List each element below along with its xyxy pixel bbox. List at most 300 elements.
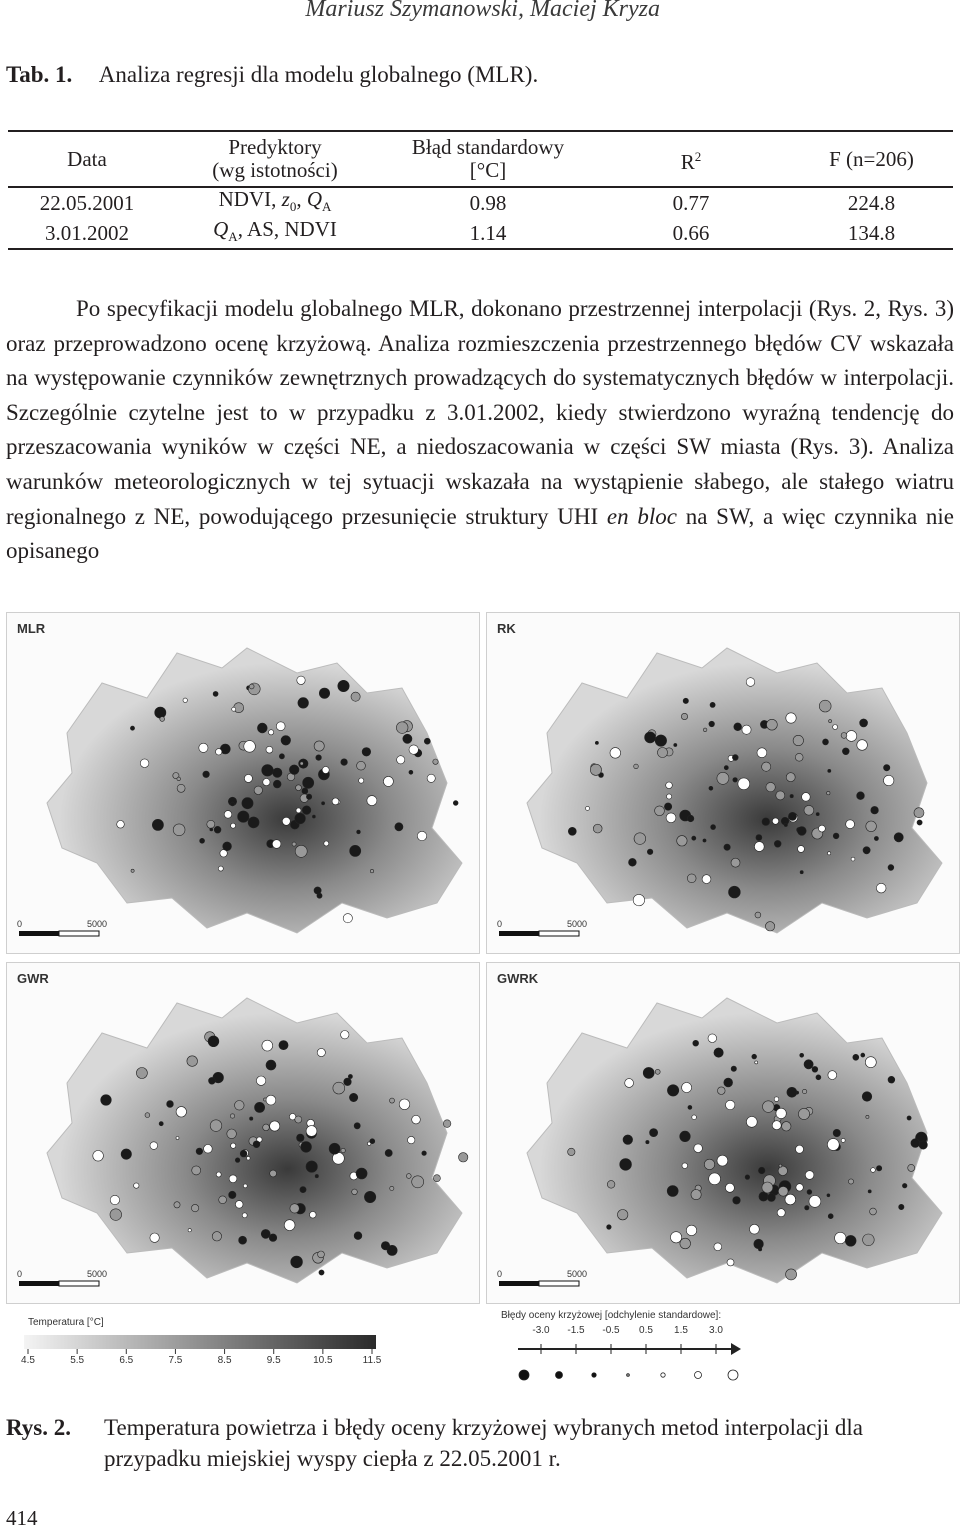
cv-error-point <box>395 823 403 831</box>
cv-error-point <box>798 846 805 853</box>
cv-error-point <box>232 707 236 711</box>
cv-error-point <box>902 1183 907 1188</box>
cv-error-point <box>816 813 819 816</box>
pred-part: NDVI, <box>218 187 282 211</box>
cv-error-point <box>833 833 839 839</box>
cv-error-point <box>242 798 253 809</box>
cv-error-point <box>767 1194 775 1202</box>
cv-error-point <box>731 858 740 867</box>
cv-error-point <box>341 1148 345 1152</box>
cv-error-point <box>762 818 770 826</box>
temp-tick-label: 10.5 <box>313 1355 333 1366</box>
cv-error-point <box>159 1122 163 1126</box>
cv-error-point <box>833 725 838 730</box>
cv-error-point <box>210 1120 222 1132</box>
cv-error-point <box>253 1141 260 1148</box>
pred-var-sub: 0 <box>289 199 297 215</box>
cv-error-point <box>884 775 894 785</box>
cv-error-point <box>607 1225 612 1230</box>
cv-error-point <box>703 728 707 732</box>
cv-error-point <box>827 791 830 794</box>
cv-error-point <box>884 765 890 771</box>
cv-error-point <box>213 691 218 696</box>
cv-error-point <box>853 1054 859 1060</box>
scale-label-start: 0 <box>497 1269 503 1279</box>
cv-error-point <box>216 1172 221 1177</box>
table-caption <box>6 62 538 88</box>
col-date: Data <box>67 146 107 171</box>
col-f: F (n=206) <box>829 146 914 171</box>
page-number: 414 <box>6 1506 38 1530</box>
cv-error-point <box>693 1040 699 1046</box>
cv-error-point <box>702 875 711 884</box>
cv-error-point <box>298 698 309 709</box>
cv-error-point <box>403 734 412 743</box>
cv-error-point <box>704 1159 714 1169</box>
cv-error-point <box>315 1174 318 1177</box>
cv-error-point <box>871 1168 876 1173</box>
cv-error-point <box>279 754 284 759</box>
cv-error-point <box>797 827 806 836</box>
cv-error-point <box>786 773 795 782</box>
cv-error-point <box>827 1139 839 1151</box>
cv-error-point <box>862 1092 872 1102</box>
cv-error-point <box>249 684 254 689</box>
cv-error-point <box>424 738 430 744</box>
cv-error-point <box>888 1076 895 1083</box>
cv-error-point <box>687 874 696 883</box>
cv-error-point <box>284 1220 295 1231</box>
cv-error-point <box>289 765 299 775</box>
cv-error-point <box>568 1148 575 1155</box>
cv-error-point <box>692 1115 697 1120</box>
cv-error-point <box>238 811 249 822</box>
cv-error-point <box>655 735 666 746</box>
figure-caption-text: Temperatura powietrza i błędy oceny krzyżowej wybranych metod interpolacji dla przypadku miejskiej wyspy ciepła z 22.05.2001 r. <box>104 1415 863 1471</box>
cv-error-point <box>666 782 673 789</box>
cv-error-point <box>874 836 878 840</box>
cv-error-point <box>302 806 311 815</box>
cv-error-point <box>269 730 274 735</box>
cv-error-point <box>851 857 855 861</box>
cv-error-point <box>917 820 922 825</box>
cv-error-point <box>453 801 458 806</box>
cv-error-point <box>244 741 256 753</box>
cv-error-point <box>755 912 761 918</box>
cv-error-point <box>682 1083 692 1093</box>
cv-error-point <box>218 866 223 871</box>
cv-error-point <box>173 824 185 836</box>
cell-r2: 0.66 <box>672 220 710 245</box>
cv-error-point <box>779 1164 782 1167</box>
cv-axis-arrow <box>731 1343 741 1355</box>
cv-error-point <box>786 1269 797 1280</box>
cv-error-point <box>785 1194 796 1205</box>
cv-error-point <box>231 1143 236 1148</box>
cv-error-point <box>296 785 302 791</box>
temp-tick-label: 4.5 <box>21 1355 35 1366</box>
cv-error-point <box>687 815 694 822</box>
cv-error-point <box>409 745 418 754</box>
cv-error-point <box>727 1259 734 1266</box>
cv-error-point <box>714 1243 722 1251</box>
cv-error-point <box>708 1034 717 1043</box>
cv-error-point <box>263 1124 270 1131</box>
col-std-error-l2: [°C] <box>469 158 507 182</box>
cv-error-point <box>266 1060 276 1070</box>
scale-bar-dark <box>19 1281 59 1286</box>
cv-error-point <box>295 813 306 824</box>
temp-tick-label: 8.5 <box>217 1355 232 1366</box>
cv-error-point <box>300 762 303 765</box>
regression-table <box>8 130 953 250</box>
cv-error-point <box>295 845 307 857</box>
cv-tick-label: -3.0 <box>532 1325 550 1336</box>
cv-error-point <box>655 806 665 816</box>
table-row <box>8 218 953 249</box>
cv-error-point <box>212 1232 221 1241</box>
cv-error-point <box>255 1102 265 1112</box>
cv-error-point <box>183 698 187 702</box>
temp-tick-label: 9.5 <box>266 1355 281 1366</box>
cell-std-error: 0.98 <box>469 190 507 215</box>
cv-error-point <box>291 1256 303 1268</box>
cv-error-point <box>774 840 781 847</box>
cv-error-point <box>714 1048 723 1057</box>
cv-error-point <box>754 1239 764 1249</box>
cv-error-point <box>357 761 366 770</box>
cv-error-point <box>804 805 814 815</box>
cv-error-point <box>805 1206 809 1210</box>
pred-var-q-sub: A <box>228 229 238 245</box>
cv-error-point <box>691 1190 701 1200</box>
cv-error-point <box>784 823 787 826</box>
cv-error-point <box>823 739 829 745</box>
cv-error-point <box>767 719 778 730</box>
cv-error-point <box>866 821 877 832</box>
temp-tick-label: 11.5 <box>362 1355 382 1366</box>
cv-error-point <box>618 1210 628 1220</box>
cv-error-point <box>802 1089 806 1093</box>
cv-error-point <box>752 1054 757 1059</box>
cv-error-point <box>219 1196 227 1204</box>
cv-error-point <box>667 1186 678 1197</box>
cv-error-point <box>319 688 329 698</box>
pred-var-q: Q <box>306 187 322 211</box>
city-temperature-surface <box>527 998 942 1283</box>
cv-error-point <box>427 774 435 782</box>
scale-bar-light <box>539 1281 579 1286</box>
cv-error-point <box>620 1159 632 1171</box>
cv-error-point <box>216 749 222 755</box>
cv-error-point <box>865 1057 876 1068</box>
cv-error-point <box>746 1117 757 1128</box>
cv-error-point <box>610 748 621 759</box>
cv-error-point <box>763 1101 775 1113</box>
cv-tick-label: 0.5 <box>639 1325 653 1336</box>
cv-error-point <box>176 1137 179 1140</box>
cv-error-point <box>845 1235 856 1246</box>
cv-error-point <box>338 680 349 691</box>
cv-error-point <box>390 1098 395 1103</box>
cv-error-point <box>312 815 315 818</box>
table-header-row <box>8 131 953 187</box>
cv-error-point <box>248 817 259 828</box>
map-panel-mlr <box>6 612 480 954</box>
cv-error-point <box>412 1176 424 1188</box>
cv-error-point <box>174 1202 180 1208</box>
cv-error-point <box>261 1229 270 1238</box>
cv-error-point <box>235 1101 245 1111</box>
cv-tick-label: 3.0 <box>709 1325 723 1336</box>
cv-error-point <box>888 865 894 871</box>
cv-error-point <box>868 1190 871 1193</box>
cv-error-point <box>354 1232 362 1240</box>
cv-error-point <box>809 1196 821 1208</box>
cv-error-point <box>273 780 281 788</box>
pred-var-q-sub: A <box>321 199 332 215</box>
cv-error-point <box>140 759 149 768</box>
body-text-end: na SW, a więc czynnika nie opisanego <box>6 503 955 564</box>
pred-rest: , AS, NDVI <box>237 217 337 242</box>
cv-error-point <box>224 811 232 819</box>
cv-error-point <box>919 1141 927 1149</box>
cv-error-point <box>314 887 321 894</box>
cv-error-point <box>762 762 771 771</box>
cell-std-error: 1.14 <box>469 220 507 245</box>
cv-error-point <box>230 1114 234 1118</box>
table-row <box>8 187 953 218</box>
cv-error-point <box>802 793 811 802</box>
cv-error-point <box>329 1143 340 1154</box>
cv-error-point <box>717 772 729 784</box>
cv-error-point <box>568 827 576 835</box>
cv-error-point <box>167 1101 174 1108</box>
cv-error-point <box>459 1153 468 1162</box>
cv-error-point <box>422 1151 427 1156</box>
table-label: Tab. 1. <box>6 62 73 87</box>
cv-error-point <box>390 1186 394 1190</box>
cv-error-point <box>199 743 208 752</box>
cv-error-point <box>306 1126 317 1137</box>
cv-error-point <box>819 700 831 712</box>
cv-error-point <box>674 743 677 746</box>
cv-error-point <box>758 1167 765 1174</box>
cell-r2: 0.77 <box>672 190 710 215</box>
cv-error-point <box>406 1174 411 1179</box>
cv-legend-symbol <box>627 1374 630 1377</box>
cv-error-point <box>724 1078 733 1087</box>
cv-error-point <box>634 764 639 769</box>
cv-error-point <box>317 1048 325 1056</box>
cv-error-point <box>681 713 687 719</box>
cv-error-point <box>136 1068 147 1079</box>
cv-error-point <box>709 721 715 727</box>
cv-error-point <box>709 1173 721 1185</box>
cv-error-point <box>688 1105 692 1109</box>
cv-error-point <box>894 833 903 842</box>
cv-error-point <box>397 756 405 764</box>
cv-error-point <box>443 1120 451 1128</box>
cv-error-point <box>765 922 774 931</box>
cv-error-point <box>306 794 311 799</box>
col-std-error-l1: Błąd standardowy <box>411 135 565 159</box>
cv-error-point <box>871 806 879 814</box>
body-text-main: Po specyfikacji modelu globalnego MLR, dokonano przestrzennej interpolacji (Rys. 2, Rys. 3) oraz przeprowadzono ocenę krzyżową. Analiza rozmieszczenia przestrzennego błędów CV wskazała na występowanie czynników zewnętrznych prowadzących do systematycznych błędów w interpolacji. Szczególnie czytelne jest to w przypadku z 3.01.2002, kiedy stwierdzono wyraźną tendencję do przeszacowania wyników w części NE, a niedoszacowania w części SW miasta (Rys. 3). Analiza warunków meteorologicznych w tej sytuacji wskazała na wystąpienie słabego, ale stałego wiatru regionalnego z NE, powodującego przesunięcie struktury UHI <box>6 296 954 529</box>
cv-error-point <box>680 1238 691 1249</box>
cv-error-point <box>362 748 371 757</box>
cv-error-point <box>863 1234 875 1246</box>
cv-legend-symbol <box>519 1370 529 1380</box>
cv-error-point <box>204 1145 213 1154</box>
cv-error-point <box>796 1145 804 1153</box>
cv-error-point <box>593 824 602 833</box>
cv-error-point <box>816 1075 821 1080</box>
cv-error-point <box>399 1099 410 1110</box>
scale-bar-light <box>539 931 579 936</box>
cv-error-point <box>800 1053 804 1057</box>
cv-error-point <box>759 1192 768 1201</box>
map-graphic <box>487 963 959 1303</box>
cv-error-point <box>396 722 408 734</box>
cv-error-point <box>677 836 687 846</box>
cv-error-point <box>866 1115 869 1118</box>
cv-error-point <box>191 1204 198 1211</box>
cv-error-point <box>266 746 273 753</box>
cv-error-point <box>798 1108 809 1119</box>
cv-error-point <box>623 1135 633 1145</box>
cv-error-point <box>322 767 329 774</box>
cv-error-point <box>667 1085 678 1096</box>
cv-error-point <box>150 1142 158 1150</box>
cv-error-point <box>908 1164 915 1171</box>
cv-error-point <box>196 1148 203 1155</box>
cv-error-point <box>352 1189 358 1195</box>
cv-error-point <box>276 722 285 731</box>
map-panel-label: RK <box>497 621 516 636</box>
cv-error-point <box>754 842 764 852</box>
cv-error-point <box>208 1036 219 1047</box>
cv-error-point <box>200 838 205 843</box>
cv-error-point <box>134 1183 139 1188</box>
cv-error-point <box>332 798 339 805</box>
cv-error-point <box>731 1066 736 1071</box>
cv-error-point <box>776 1108 786 1118</box>
cv-error-point <box>210 828 213 831</box>
cv-error-point <box>711 825 716 830</box>
cv-error-point <box>306 1161 317 1172</box>
cv-error-point <box>729 886 741 898</box>
cv-error-point <box>370 869 373 872</box>
cv-error-point <box>150 1233 159 1242</box>
cv-error-point <box>110 1209 122 1221</box>
cv-error-point <box>229 1175 237 1183</box>
cv-error-point <box>777 1209 785 1217</box>
cv-error-point <box>746 678 755 687</box>
cv-error-point <box>262 1040 273 1051</box>
cv-error-point <box>667 794 672 799</box>
temp-tick-label: 6.5 <box>119 1355 134 1366</box>
cv-error-point <box>828 852 831 855</box>
cv-error-point <box>412 1115 421 1124</box>
cv-error-point <box>828 1214 833 1219</box>
cv-error-point <box>671 1232 682 1243</box>
cv-error-point <box>385 1149 392 1156</box>
cv-error-point <box>223 842 232 851</box>
cv-error-point <box>710 702 715 707</box>
cv-error-point <box>745 1175 750 1180</box>
cv-error-point <box>256 1076 265 1085</box>
temp-tick-label: 7.5 <box>168 1355 183 1366</box>
cv-error-point <box>354 1123 360 1129</box>
cv-error-point <box>625 1079 634 1088</box>
cv-error-point <box>177 777 181 781</box>
cv-error-point <box>655 1069 660 1074</box>
map-graphic <box>7 613 479 953</box>
table-title: Analiza regresji dla modelu globalnego (MLR). <box>98 62 539 87</box>
cv-error-point <box>658 748 668 758</box>
cv-legend-symbol <box>592 1373 596 1377</box>
map-panel-rk <box>486 612 960 954</box>
figure-maps <box>6 612 958 1392</box>
cv-error-point <box>857 792 865 800</box>
cv-error-point <box>348 1074 352 1078</box>
cv-error-point <box>790 794 793 797</box>
scale-label-end: 5000 <box>87 919 108 929</box>
cv-legend-symbol <box>728 1370 738 1380</box>
running-header: Mariusz Szymanowski, Maciej Kryza <box>305 0 660 22</box>
cv-error-point <box>281 736 291 746</box>
cv-legend-title: Błędy oceny krzyżowej [odchylenie standardowe]: <box>501 1310 722 1321</box>
cv-error-point <box>292 842 296 846</box>
cv-error-point <box>203 771 210 778</box>
cv-error-point <box>152 819 163 830</box>
cv-error-point <box>356 1168 367 1179</box>
pred-var-q: Q <box>213 217 229 242</box>
map-panel-gwr <box>6 962 480 1304</box>
cv-error-point <box>738 778 750 790</box>
cv-error-point <box>145 1113 150 1118</box>
cv-error-point <box>718 1087 726 1095</box>
cv-error-point <box>341 759 348 766</box>
cv-error-point <box>242 1213 247 1218</box>
cv-error-point <box>262 765 274 777</box>
cv-error-point <box>778 1166 787 1175</box>
scale-label-start: 0 <box>497 919 503 929</box>
cv-error-point <box>192 1166 201 1175</box>
cv-error-point <box>724 844 730 850</box>
col-r2-label: R <box>680 149 695 174</box>
cv-error-point <box>229 1191 236 1198</box>
cv-error-point <box>417 831 426 840</box>
cv-error-point <box>586 806 590 810</box>
cv-error-point <box>300 1187 306 1193</box>
cv-error-point <box>247 1156 251 1160</box>
pred-sep: , <box>296 187 307 211</box>
cell-f: 224.8 <box>847 190 896 215</box>
cv-error-point <box>876 883 886 893</box>
cell-predictors <box>166 187 384 218</box>
cv-error-point <box>787 1087 797 1097</box>
cv-error-point <box>629 858 637 866</box>
cv-error-point <box>350 845 361 856</box>
scale-bar-dark <box>499 1281 539 1286</box>
cv-error-point <box>207 820 215 828</box>
cv-error-point <box>121 1149 131 1159</box>
body-paragraph <box>6 292 954 569</box>
cv-error-point <box>796 1184 803 1191</box>
cv-error-point <box>314 741 324 751</box>
